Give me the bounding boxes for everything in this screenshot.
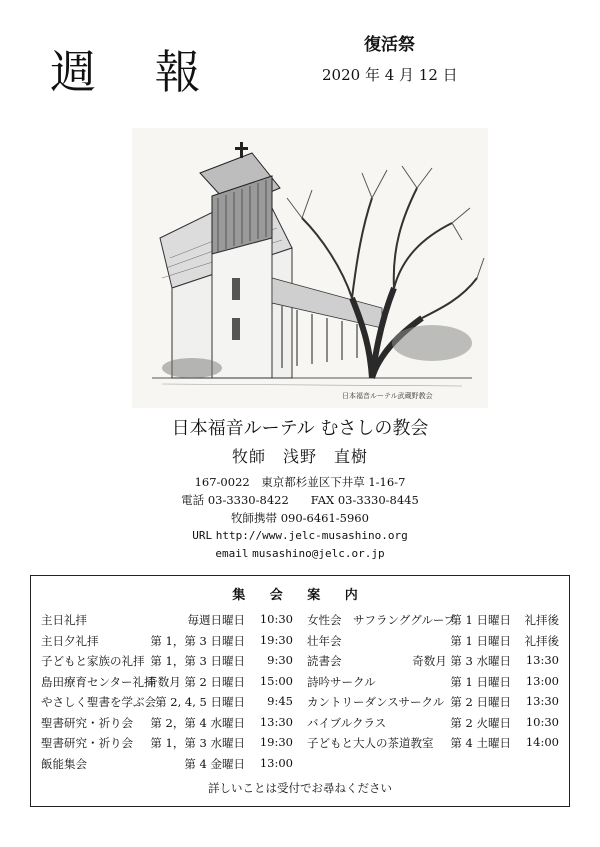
meeting-when: 第 4 金曜日 — [184, 756, 245, 771]
schedule-row — [307, 633, 559, 654]
meeting-name: 読書会 — [307, 654, 342, 668]
mobile-line — [0, 510, 600, 526]
meeting-time: 19:30 — [259, 735, 293, 749]
meeting-time: 14:00 — [525, 735, 559, 749]
schedule-row — [307, 694, 559, 715]
url-line — [0, 528, 600, 542]
meeting-name: 聖書研究・祈り会 — [41, 736, 133, 750]
schedule-row — [41, 612, 293, 633]
schedule-row — [307, 674, 559, 695]
church-sketch-illustration — [132, 128, 488, 408]
occasion-label: 復活祭 — [364, 35, 415, 55]
meeting-name: 聖書研究・祈り会 — [41, 715, 133, 730]
meeting-name: バイブルクラス — [307, 715, 387, 730]
email-label: email — [215, 547, 249, 560]
meeting-when: 第 2, 4, 5 日曜日 — [155, 695, 245, 709]
email-link[interactable]: musashino@jelc.or.jp — [252, 547, 385, 560]
meeting-name: カントリーダンスサークル — [307, 695, 445, 709]
meeting-name: 飯能集会 — [41, 756, 87, 771]
meeting-when: 第 2 日曜日 — [450, 695, 511, 709]
meeting-name: 女性会 サフランググループ — [307, 613, 456, 627]
meeting-when: 毎週日曜日 — [187, 613, 245, 627]
meeting-time: 13:00 — [525, 673, 559, 688]
meeting-when: 第 1 日曜日 — [450, 613, 511, 627]
schedule-row — [307, 715, 559, 736]
meeting-when: 第 1，第 3 日曜日 — [150, 654, 245, 668]
schedule-row — [41, 653, 293, 674]
schedule-row — [307, 653, 559, 674]
meeting-time: 礼拝後 — [524, 613, 559, 627]
meeting-time: 礼拝後 — [524, 633, 559, 648]
schedule-row — [41, 694, 293, 715]
meeting-time: 13:00 — [259, 755, 293, 770]
meeting-name: 主日夕礼拝 — [41, 633, 99, 648]
tel-label: 電話 — [181, 493, 205, 507]
meeting-time: 13:30 — [525, 694, 559, 708]
meeting-when: 第 1 日曜日 — [450, 633, 511, 648]
meeting-time: 15:00 — [259, 673, 293, 688]
fax-number: 03-3330-8445 — [337, 493, 419, 507]
meeting-name: 子どもと家族の礼拝 — [41, 654, 145, 668]
meeting-time: 10:30 — [525, 714, 559, 729]
meeting-when: 奇数月 第 2 日曜日 — [146, 674, 245, 689]
schedule-right-column — [307, 612, 559, 756]
mobile-number: 090-6461-5960 — [280, 511, 369, 525]
schedule-left-column — [41, 612, 293, 776]
schedule-row — [41, 633, 293, 654]
url-label: URL — [192, 529, 213, 542]
bulletin-title: 週 報 — [50, 45, 223, 99]
email-line — [0, 546, 600, 560]
mobile-label: 牧師携帯 — [231, 511, 278, 525]
fax-label: FAX — [310, 493, 335, 507]
meeting-when: 第 1，第 3 日曜日 — [150, 633, 245, 648]
schedule-row — [41, 674, 293, 695]
meeting-time: 10:30 — [259, 612, 293, 626]
schedule-row — [41, 735, 293, 756]
church-name: 日本福音ルーテル むさしの教会 — [171, 418, 429, 439]
meeting-time: 9:45 — [267, 694, 293, 708]
tel-number: 03-3330-8422 — [207, 493, 289, 507]
meeting-name: 島田療育センター礼拝 — [41, 674, 156, 689]
meeting-time: 13:30 — [525, 653, 559, 667]
inquiry-note: 詳しいことは受付でお尋ねください — [208, 781, 392, 795]
meeting-name: やさしく聖書を学ぶ会 — [41, 695, 156, 709]
schedule-row — [41, 715, 293, 736]
meeting-name: 詩吟サークル — [307, 674, 376, 689]
meeting-when: 第 4 土曜日 — [450, 736, 511, 750]
meeting-when: 第 1 日曜日 — [450, 674, 511, 689]
church-address: 167-0022 東京都杉並区下井草 1-16-7 — [194, 475, 406, 489]
meeting-name: 主日礼拝 — [41, 613, 87, 627]
pastor-name: 牧師 浅野 直樹 — [231, 447, 368, 466]
meeting-when: 第 2 火曜日 — [450, 715, 511, 730]
illustration-caption: 日本福音ルーテル武蔵野教会 — [342, 392, 433, 400]
meeting-time: 13:30 — [259, 714, 293, 729]
meeting-when: 第 1，第 3 水曜日 — [150, 736, 245, 750]
meeting-schedule-box — [30, 575, 570, 807]
schedule-title: 集 会 案 内 — [232, 588, 368, 603]
schedule-row — [41, 756, 293, 777]
website-link[interactable]: http://www.jelc-musashino.org — [215, 529, 408, 542]
schedule-row — [307, 735, 559, 756]
meeting-when: 奇数月 第 3 水曜日 — [412, 654, 511, 668]
phone-fax-line — [0, 492, 600, 508]
schedule-row — [307, 612, 559, 633]
meeting-time: 19:30 — [259, 632, 293, 647]
meeting-name: 子どもと大人の茶道教室 — [307, 736, 434, 750]
meeting-time: 9:30 — [267, 653, 293, 667]
bulletin-date: 2020 年 4 月 12 日 — [322, 66, 458, 84]
meeting-when: 第 2，第 4 水曜日 — [150, 715, 245, 730]
meeting-name: 壮年会 — [307, 633, 342, 648]
